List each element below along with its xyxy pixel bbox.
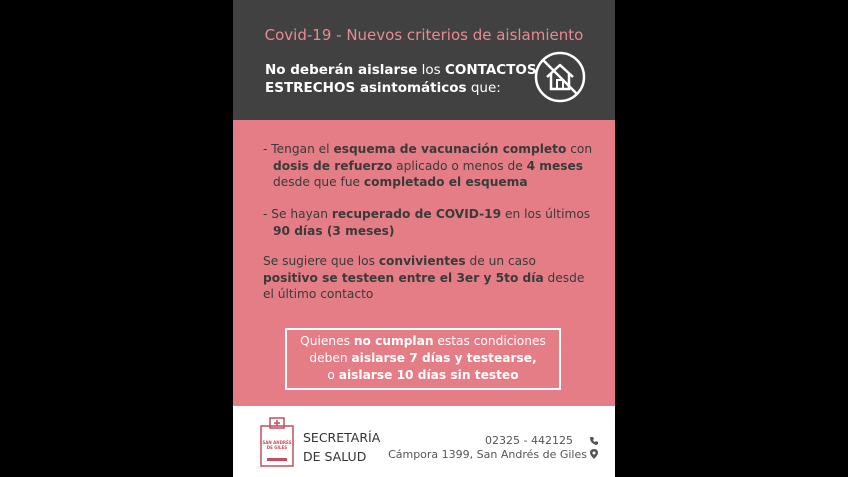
phone-number: 02325 - 442125 bbox=[485, 434, 573, 447]
text: desde el último contacto bbox=[263, 270, 585, 301]
text: Se sugiere que los bbox=[263, 254, 379, 268]
text-bold: 4 meses bbox=[526, 158, 584, 173]
text: estas condiciones bbox=[433, 334, 546, 348]
text: en los últimos bbox=[501, 207, 591, 221]
text: deben bbox=[309, 351, 352, 365]
content-panel bbox=[233, 120, 615, 406]
text-bold: convivientes bbox=[378, 254, 466, 268]
text: desde que fue bbox=[273, 175, 364, 189]
testing-suggestion bbox=[263, 253, 593, 303]
header-panel bbox=[233, 0, 615, 120]
text-bold: esquema de vacunación completo bbox=[333, 142, 567, 156]
text-bold: dosis de refuerzo bbox=[273, 158, 393, 173]
poster-title: Covid-19 - Nuevos criterios de aislamiento bbox=[264, 26, 584, 44]
text: con bbox=[566, 142, 593, 156]
text-bold: no cumplan bbox=[353, 334, 434, 348]
text: o bbox=[327, 368, 339, 382]
phone-icon bbox=[589, 436, 599, 446]
covid-poster bbox=[233, 0, 615, 477]
text-bold: aislarse 10 días sin testeo bbox=[338, 368, 519, 382]
text-bold: recuperado de COVID-19 bbox=[331, 207, 502, 221]
subtitle-bold-2: CONTACTOS ESTRECHOS asintomáticos bbox=[265, 62, 537, 96]
text: aplicado o menos de bbox=[392, 158, 527, 173]
criteria-item-vaccination bbox=[263, 141, 593, 191]
isolation-notice-box bbox=[285, 328, 561, 390]
text-bold: 90 días (3 meses) bbox=[273, 223, 395, 238]
org-line-2: DE SALUD bbox=[303, 449, 367, 464]
subtitle-text-1: los bbox=[417, 62, 445, 78]
text-bold: positivo se testeen entre el 3er y 5to día bbox=[263, 270, 544, 285]
criteria-item-recovered bbox=[263, 206, 593, 239]
footer bbox=[233, 406, 615, 477]
address: Cámpora 1399, San Andrés de Giles bbox=[388, 448, 587, 461]
no-house-icon bbox=[533, 50, 587, 104]
municipality-logo bbox=[259, 416, 295, 468]
text-bold: aislarse 7 días y testearse, bbox=[351, 351, 537, 365]
text: - Tengan el bbox=[263, 142, 334, 156]
subtitle-text-2: que: bbox=[466, 80, 501, 96]
subtitle-bold-1: No deberán aislarse bbox=[265, 62, 418, 78]
poster-subtitle bbox=[265, 61, 555, 97]
org-line-1: SECRETARÍA bbox=[303, 430, 381, 445]
text-bold: completado el esquema bbox=[363, 175, 528, 189]
text: de un caso bbox=[465, 254, 536, 268]
text: - Se hayan bbox=[263, 207, 332, 221]
location-pin-icon bbox=[589, 449, 599, 459]
organization-name bbox=[303, 428, 380, 466]
logo-text: SAN ANDRÉS DE GILES bbox=[262, 440, 292, 450]
text: Quienes bbox=[300, 334, 354, 348]
